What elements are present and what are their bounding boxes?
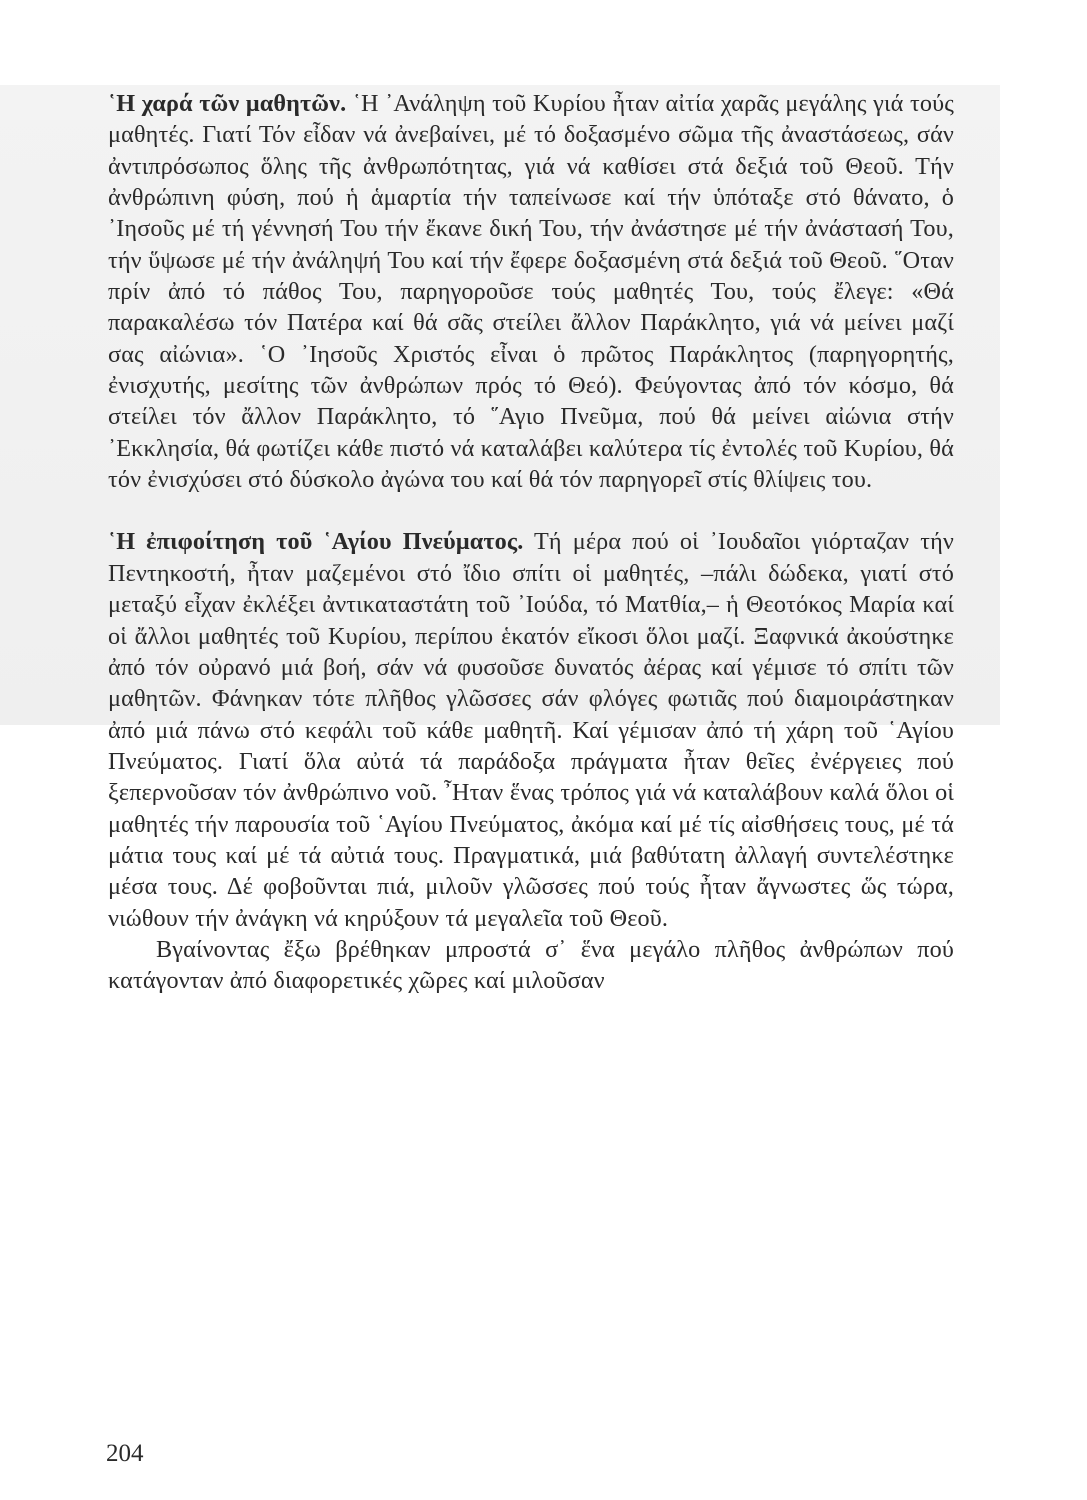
paragraph-text: Τή μέρα πού οἱ ᾿Ιουδαῖοι γιόρταζαν τήν Πεντηκοστή, ἦταν μαζεμένοι στό ἴδιο σπίτι οἱ μαθητές, –πάλι δώδεκα, γιατί στό μεταξύ εἶχαν ἐκλέξει ἀντικαταστάτη τοῦ ᾿Ιούδα, τό Ματθία,– ἡ Θεοτόκος Μαρία καί οἱ ἄλλοι μαθητές τοῦ Κυρίου, περίπου ἑκατόν εἴκοσι ὅλοι μαζί. Ξαφνικά ἀκούστηκε ἀπό τόν οὐρανό μιά βοή, σάν νά φυσοῦσε δυνατός ἀέρας καί γέμισε τό σπίτι τῶν μαθητῶν. Φάνηκαν τότε πλῆθος γλῶσσες σάν φλόγες φωτιᾶς πού διαμοιράστηκαν ἀπό μιά πάνω στό κεφάλι τοῦ κάθε μαθητῆ. Καί γέμισαν ἀπό τή χάρη τοῦ ῾Αγίου Πνεύματος. Γιατί ὅλα αὐτά τά παράδοξα πράγματα ἦταν θεῖες ἐνέργειες πού ξεπερνοῦσαν τόν ἀνθρώπινο νοῦ. ῏Ηταν ἕνας τρόπος γιά νά καταλάβουν καλά ὅλοι οἱ μαθητές τήν παρουσία τοῦ ῾Αγίου Πνεύματος, ἀκόμα καί μέ τίς αἰσθήσεις τους, μέ τά μάτια τους καί μέ τά αὐτιά τους. Πραγματικά, μιά βαθύτατη ἀλλαγή συντελέστηκε μέσα τους. Δέ φοβοῦνται πιά, μιλοῦν γλῶσσες πού τούς ἦταν ἄγνωστες ὥς τώρα, νιώθουν τήν ἀνάγκη νά κηρύξουν τά μεγαλεῖα τοῦ Θεοῦ. <box>108 528 954 932</box>
page-body <box>108 88 954 997</box>
paragraph-holy-spirit-descent <box>108 526 954 933</box>
paragraph-continuation <box>108 934 954 997</box>
section-heading-disciples-joy: ῾Η χαρά τῶν μαθητῶν. <box>108 90 347 117</box>
paragraph-disciples-joy <box>108 88 954 495</box>
paragraph-text: Βγαίνοντας ἔξω βρέθηκαν μπροστά σ᾿ ἕνα μεγάλο πλῆθος ἀνθρώπων πού κατάγονταν ἀπό διαφορετικές χῶρες καί μιλοῦσαν <box>108 935 954 995</box>
paragraph-text: ῾Η ᾿Ανάληψη τοῦ Κυρίου ἦταν αἰτία χαρᾶς μεγάλης γιά τούς μαθητές. Γιατί Τόν εἶδαν νά ἀνεβαίνει, μέ τό δοξασμένο σῶμα τῆς ἀναστάσεως, σάν ἀντιπρόσωπος ὅλης τῆς ἀνθρωπότητας, γιά νά καθίσει στά δεξιά τοῦ Θεοῦ. Τήν ἀνθρώπινη φύση, πού ἡ ἁμαρτία τήν ταπείνωσε καί τήν ὑπόταξε στό θάνατο, ὁ ᾿Ιησοῦς μέ τή γέννησή Του τήν ἔκανε δική Του, τήν ἀνάστησε μέ τήν ἀνάστασή Του, τήν ὕψωσε μέ τήν ἀνάληψή Του καί τήν ἔφερε δοξασμένη στά δεξιά τοῦ Θεοῦ. ῞Οταν πρίν ἀπό τό πάθος Του, παρηγοροῦσε τούς μαθητές Του, τούς ἔλεγε: «Θά παρακαλέσω τόν Πατέρα καί θά σᾶς στείλει ἄλλον Παράκλητο, γιά νά μείνει μαζί σας αἰώνια». ῾Ο ᾿Ιησοῦς Χριστός εἶναι ὁ πρῶτος Παράκλητος (παρηγορητής, ἐνισχυτής, μεσίτης τῶν ἀνθρώπων πρός τό Θεό). Φεύγοντας ἀπό τόν κόσμο, θά στείλει τόν ἄλλον Παράκλητο, τό ῞Αγιο Πνεῦμα, πού θά μείνει αἰώνια στήν ᾿Εκκλησία, θά φωτίζει κάθε πιστό νά καταλάβει καλύτερα τίς ἐντολές τοῦ Κυρίου, θά τόν ἐνισχύσει στό δύσκολο ἀγώνα του καί θά τόν παρηγορεῖ στίς θλίψεις του. <box>108 90 954 494</box>
section-heading-holy-spirit-descent: ῾Η ἐπιφοίτηση τοῦ ῾Αγίου Πνεύματος. <box>108 528 524 556</box>
page-number: 204 <box>106 1440 144 1467</box>
